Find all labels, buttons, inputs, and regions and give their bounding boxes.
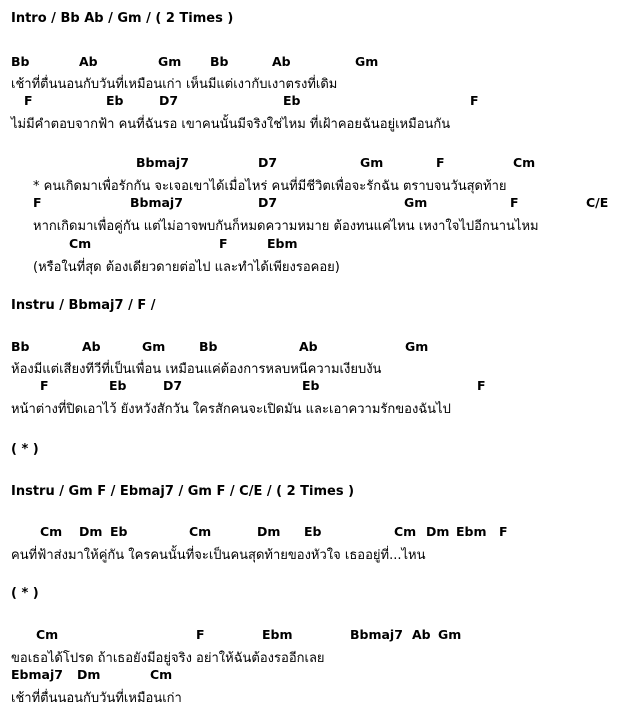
chord: C/E: [586, 195, 609, 210]
chord: Ebm: [267, 236, 298, 251]
instru2-header: Instru / Gm F / Ebmaj7 / Gm F / C/E / ( 2 Times ): [11, 484, 355, 499]
chord: Bb: [199, 339, 218, 354]
chord: D7: [258, 155, 278, 170]
chord: Cm: [394, 524, 417, 539]
repeat-chorus-marker-2: ( * ): [11, 586, 39, 601]
chord: Gm: [158, 54, 182, 69]
chord: Gm: [404, 195, 428, 210]
chord: Ab: [299, 339, 318, 354]
chord: Bbmaj7: [350, 627, 403, 642]
chord: Dm: [426, 524, 450, 539]
chord: Eb: [302, 378, 320, 393]
chord: Ab: [412, 627, 431, 642]
chord: Gm: [360, 155, 384, 170]
chord: Cm: [150, 667, 173, 682]
chord: D7: [163, 378, 183, 393]
chord: Dm: [77, 667, 101, 682]
chord: Bbmaj7: [136, 155, 189, 170]
chord: F: [499, 524, 508, 539]
chord: F: [477, 378, 486, 393]
chord: D7: [258, 195, 278, 210]
chord: Ebmaj7: [11, 667, 63, 682]
chord: Bb: [11, 339, 30, 354]
chord: Eb: [304, 524, 322, 539]
chord: Ab: [79, 54, 98, 69]
repeat-chorus-marker: ( * ): [11, 442, 39, 457]
chord: Eb: [283, 93, 301, 108]
outro-lyric-1: ขอเธอได้โปรด ถ้าเธอยังมีอยู่จริง อย่าให้ฉันต้องรออีกเลย: [11, 651, 325, 666]
chord: F: [510, 195, 519, 210]
chord: Dm: [257, 524, 281, 539]
chord: Gm: [355, 54, 379, 69]
chord: Ab: [272, 54, 291, 69]
chord: Bb: [210, 54, 229, 69]
chord: F: [470, 93, 479, 108]
chord: D7: [159, 93, 179, 108]
verse1-lyric-2: ไม่มีคำตอบจากฟ้า คนที่ฉันรอ เขาคนนั้นมีจริงใช่ไหม ที่เฝ้าคอยฉันอยู่เหมือนกัน: [11, 117, 451, 132]
chord: Gm: [438, 627, 462, 642]
chord: Cm: [189, 524, 212, 539]
chorus-lyric-2: หากเกิดมาเพื่อคู่กัน แต่ไม่อาจพบกันก็หมดความหมาย ต้องทนแค่ไหน เหงาใจไปอีกนานไหม: [33, 219, 539, 234]
chord: Eb: [110, 524, 128, 539]
chord: Gm: [405, 339, 429, 354]
chord: F: [219, 236, 228, 251]
chord: Eb: [106, 93, 124, 108]
chord: Ebm: [456, 524, 487, 539]
verse1-lyric-1: เช้าที่ตื่นนอนกับวันที่เหมือนเก่า เห็นมีแต่เงากับเงาตรงที่เดิม: [11, 77, 338, 92]
outro-lyric-2: เช้าที่ตื่นนอนกับวันที่เหมือนเก่า: [11, 691, 182, 706]
chord: Bb: [11, 54, 30, 69]
chord: Cm: [69, 236, 92, 251]
chord: Gm: [142, 339, 166, 354]
chorus-lyric-1: * คนเกิดมาเพื่อรักกัน จะเจอเขาได้เมื่อไหร่ คนที่มีชีวิตเพื่อจะรักฉัน ตราบจนวันสุดท้าย: [33, 179, 507, 194]
chord: F: [33, 195, 42, 210]
chorus-lyric-3: (หรือในที่สุด ต้องเดียวดายต่อไป และทำได้เพียงรอคอย): [33, 260, 340, 275]
chord: F: [40, 378, 49, 393]
intro-header: Intro / Bb Ab / Gm / ( 2 Times ): [11, 11, 234, 26]
chord: Dm: [79, 524, 103, 539]
chord: Ebm: [262, 627, 293, 642]
chord: Cm: [513, 155, 536, 170]
chord: F: [436, 155, 445, 170]
chord: Bbmaj7: [130, 195, 183, 210]
chord: F: [196, 627, 205, 642]
chord: Ab: [82, 339, 101, 354]
instru1-header: Instru / Bbmaj7 / F /: [11, 298, 156, 313]
chord: Cm: [36, 627, 59, 642]
chord: F: [24, 93, 33, 108]
verse2-lyric-1: ห้องมีแต่เสียงทีวีที่เป็นเพื่อน เหมือนแค่ต้องการหลบหนีความเงียบงัน: [11, 362, 382, 377]
chord: Eb: [109, 378, 127, 393]
bridge-lyric-1: คนที่ฟ้าส่งมาให้คู่กัน ใครคนนั้นที่จะเป็นคนสุดท้ายของหัวใจ เธออยู่ที่...ไหน: [11, 548, 426, 563]
verse2-lyric-2: หน้าต่างที่ปิดเอาไว้ ยังหวังสักวัน ใครสักคนจะเปิดมัน และเอาความรักของฉันไป: [11, 402, 451, 417]
chord: Cm: [40, 524, 63, 539]
